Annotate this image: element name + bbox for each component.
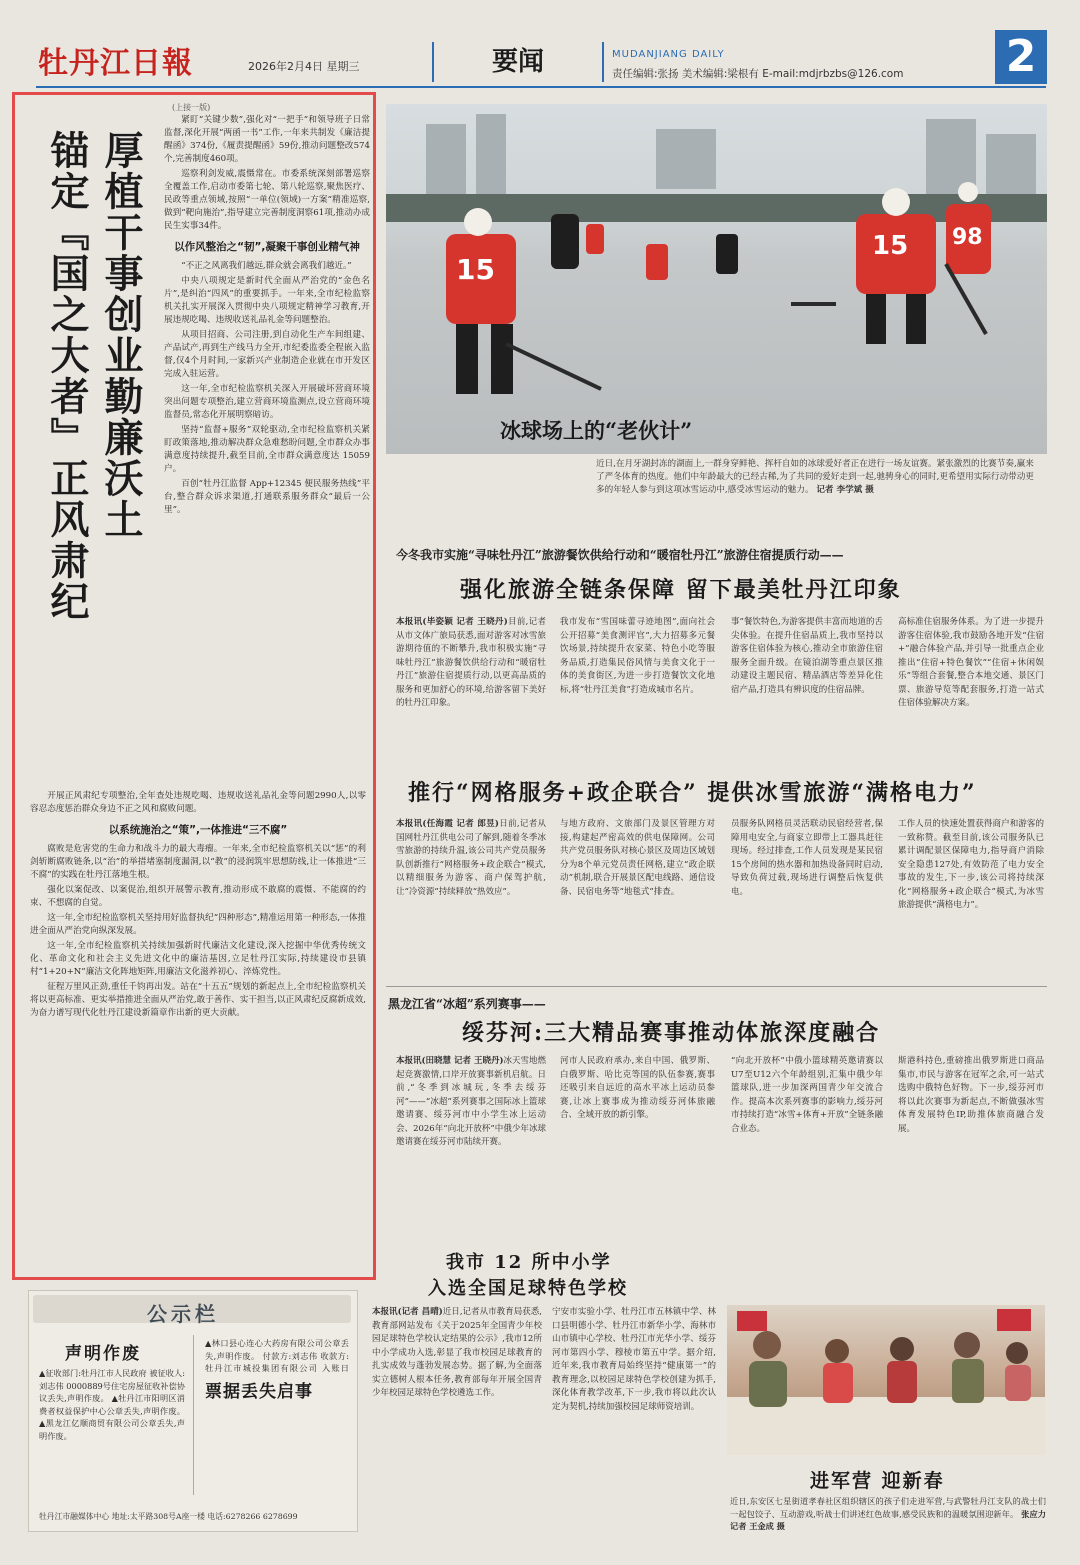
hockey-col-1 xyxy=(396,1055,546,1235)
hockey-col-2: 河市人民政府承办,来自中国、俄罗斯、白俄罗斯、哈比克等国的队伍参赛,赛事还吸引来自远近的高水平冰上运动员参赛,让冰上赛事成为推动绥芬河体旅融合、全域开放的新引擎。 xyxy=(560,1056,715,1120)
tourism-col-2: 我市发布“雪国味蕾寻迹地图”,面向社会公开招募“美食测评官”,大力招募多元餐饮场景,持续提升农家菜、特色小吃等服务品质,打造集民俗风情与美食文化于一体的美食街区,为进一步打造餐饮文化地标,将“牡丹江美食”打造成城市名片。 xyxy=(560,617,715,695)
kids-photo-credit: 张应力 记者 王金成 摄 xyxy=(730,1508,1046,1531)
notice-items-void: ▲征收部门:牡丹江市人民政府 被征收人:刘志伟 0000889号住宅房屋征收补偿协议丢失,声明作废。 ▲牡丹江市阳明区消费者权益保护中心公章丢失,声明作废。 ▲黑龙江亿顺商贸有限公司公章丢失,声明作废。 xyxy=(39,1368,185,1441)
ice-hockey-photo xyxy=(386,104,1047,454)
hockey-kicker: 黑龙江省“冰超”系列赛事—— xyxy=(388,997,546,1011)
kids-photo-title: 进军营 迎新春 xyxy=(810,1470,945,1492)
tourism-col-4: 高标准住宿服务体系。为了进一步提升游客住宿体验,我市鼓励各地开发“住宿+”融合体验产品,并引导一批重点企业推出“住宿+特色餐饮”“住宿+休闲娱乐”等组合套餐,整合本地交通、景区门票、旅游导览等配套服务,打造一站式住宿体验解决方案。 xyxy=(898,617,1044,708)
grid-col-2: 与地方政府、文旅部门及景区管理方对接,构建起严密高效的供电保障网。公司共产党员服务队对核心景区及周边区域划分为8个单元党员责任网格,建立“政企联动”机制,联合开展景区配电线路、通信设备、民宿电务等“地毯式”排查。 xyxy=(560,819,715,897)
school-col-2: 宁安市实验小学、牡丹江市五林镇中学、林口县明德小学、牡丹江市新华小学、海林市山市镇中心学校、牡丹江市光华小学、绥芬河市第四小学、穆棱市第五中学。据介绍,近年来,我市教育局始终坚持“健康第一”的教育理念,以校园足球特色学校创建为抓手,深化体育教学改革,下一步,我市将以此次认定为契机,持续加强校园足球师资培训。 xyxy=(552,1307,716,1412)
continued-note: (上接一版) xyxy=(172,103,211,112)
school-headline-1: 我市 12 所中小学 xyxy=(446,1252,612,1273)
photo-credit: 记者 李学斌 摄 xyxy=(816,485,874,495)
tourism-kicker: 今冬我市实施“寻味牡丹江”旅游餐饮供给行动和“暖宿牡丹江”旅游住宿提质行动—— xyxy=(396,548,844,562)
notice-title: 公示栏 xyxy=(147,1302,219,1326)
school-col-1-text: 近日,记者从市教育局获悉,教育部网站发布《关于2025年全国青少年校园足球特色学校认定结果的公示》,我市12所中小学成功入选,彰显了我市校园足球教育的扎实成效与蓬勃发展态势。据了解,为全面落实立德树人根本任务,教育部每年开展全国青少年校园足球特色学校遴选工作。 xyxy=(372,1307,542,1398)
lead-paragraph: 这一年,全市纪检监察机关深入开展破坏营商环境突出问题专项整治,建立营商环境监测点,设立营商环境监督员,常态化开展明察暗访。 xyxy=(164,384,370,420)
kids-photo-caption xyxy=(730,1495,1046,1559)
article-divider xyxy=(386,986,1047,987)
kids-caption-text: 近日,东安区七星街道孝春社区组织辖区的孩子们走进军营,与武警牡丹江支队的战士们一起包饺子、互动游戏,听战士们讲述红色故事,感受民族和的温暖氛围迎新年。 xyxy=(730,1496,1046,1519)
tourism-byline: 本报讯(毕姿颖 记者 王晓丹) xyxy=(396,617,508,627)
lead-paragraph: 巡察利剑发威,震慑常在。市委系统深刻部署巡察全覆盖工作,启动市委第七轮、第八轮巡察,聚焦医疗、民政等重点领域,按照“一单位(领域)一方案”精准巡察,做到“靶向施治”,指导建立完善制度洞察61项,推动办成民生实事34件。 xyxy=(164,169,370,231)
hockey-col-3: “向北开放杯”中俄小篮球精英邀请赛以U7至U12六个年龄组别,汇集中俄少年篮球队,进一步加深两国青少年交流合作。提高本次系列赛事的影响力,绥芬河市持续打造“冰雪+体育+开放”全链条融合业态。 xyxy=(731,1056,883,1134)
lead-paragraph: 这一年,全市纪检监察机关持续加强新时代廉洁文化建设,深入挖掘中华优秀传统文化、革命文化和社会主义先进文化中的廉洁基因,立足牡丹江实际,持续建设市县镇村“1+20+N”廉洁文化阵地矩阵,用廉洁文化滋养初心、淬炼党性。 xyxy=(30,941,366,977)
headline-sub: 锚定『国之大者』正风肃纪 xyxy=(44,130,90,622)
tourism-col-1-text: 目前,记者从市文体广旅局获悉,面对游客对冰雪旅游期待值的不断攀升,我市积极实施“寻味牡丹江”旅游餐饮供给行动和“暖宿牡丹江”旅游住宿提质行动,以更高品质的服务和更加舒心的环境,给游客留下美好的牡丹江印象。 xyxy=(396,617,546,708)
lead-column-bottom xyxy=(30,790,366,1270)
lead-paragraph: 开展正风肃纪专项整治,全年查处违规吃喝、违规收送礼品礼金等问题2990人,以零容忍态度惩治群众身边不正之风和腐败问题。 xyxy=(30,791,366,814)
headline-main: 厚植干事创业勤廉沃土 xyxy=(98,130,144,540)
lead-paragraph: 腐败是危害党的生命力和战斗力的最大毒瘤。一年来,全市纪检监察机关以“惩”的利剑斩断腐败链条,以“治”的举措堵塞制度漏洞,以“教”的浸润筑牢思想防线,让一体推进“三不腐”的实践在牡丹江落地生根。 xyxy=(30,844,366,880)
lead-paragraph: 从项目招商、公司注册,到自动化生产车间组建、产品试产,再到生产线马力全开,市纪委监委全程嵌入监督,仅4个月时间,一家新兴产业制造企业就在市开发区完成入驻运营。 xyxy=(164,330,370,379)
notice-board xyxy=(28,1290,358,1532)
notice-items-lost: ▲林口县心连心大药房有限公司公章丢失,声明作废。 付款方:刘志伟 收款方:牡丹江市城投集团有限公司 入账日 xyxy=(205,1338,349,1373)
notice-heading-void: 声明作废 xyxy=(65,1344,141,1364)
notice-vertical-rule xyxy=(193,1335,194,1495)
notice-heading-lost: 票据丢失启事 xyxy=(205,1382,313,1402)
grid-headline: 推行“网格服务+政企联合” 提供冰雪旅游“满格电力” xyxy=(408,780,977,806)
photo-caption-text xyxy=(596,458,1042,497)
photo-caption-title: 冰球场上的“老伙计” xyxy=(500,418,693,443)
lead-paragraph: 紧盯“关键少数”,强化对“一把手”和领导班子日常监督,深化开展“两函一书”工作,一年来共制发《廉洁提醒函》374份,《履责提醒函》59份,推动问题整改574个,完善制度460项。 xyxy=(164,115,370,164)
jersey-number: 98 xyxy=(952,225,983,250)
hockey-players-illustration xyxy=(386,104,1047,454)
school-headline-2: 入选全国足球特色学校 xyxy=(428,1278,628,1299)
grid-col-1-text: 日前,记者从国网牡丹江供电公司了解到,随着冬季冰雪旅游的持续升温,该公司共产党员服务队创新推行“网格服务+政企联合”模式,以精细服务为游客、商户保驾护航,让“冷资源”持续释放“热效应”。 xyxy=(396,819,546,897)
lead-paragraph: 强化以案促改、以案促治,组织开展警示教育,推动形成不敢腐的震慑、不能腐的约束、不想腐的自觉。 xyxy=(30,885,366,908)
lead-paragraph: 这一年,全市纪检监察机关坚持用好监督执纪“四种形态”,精准运用第一种形态,一体推进全面从严治党向纵深发展。 xyxy=(30,913,366,936)
lead-paragraph: 百创“牡丹江监督 App+12345 便民服务热线”平台,整合群众诉求渠道,打通联系服务群众“最后一公里”。 xyxy=(164,479,370,515)
lead-paragraph: 坚持“监督+服务”双轮驱动,全市纪检监察机关紧盯政策落地,推动解决群众急难愁盼问题,全市群众办事满意度持续提升,截至目前,全市群众满意度达 15059户。 xyxy=(164,425,370,474)
photo-caption-body: 近日,在月牙湖封冻的湖面上,一群身穿鲜艳、挥杆自如的冰球爱好者正在进行一场友谊赛。紧张激烈的比赛节奏,赢来了严冬体育的热度。他们中年龄最大的已经古稀,为了共同的爱好走到一起,驰骋身心的同时,更希望用实际行动带动更多的年轻人参与到这项冰雪运动中,感受冰雪运动的魅力。 xyxy=(596,459,1034,495)
editor-credits: 责任编辑:张扬 美术编辑:梁根有 E-mail:mdjrbzbs@126.com xyxy=(612,68,904,80)
lead-subhead: 以系统施治之“策”,一体推进“三不腐” xyxy=(108,824,288,836)
hockey-col-1-text: 冰天雪地燃起竞赛激情,口岸开放赛事新机启航。日前,“冬季到冰城玩,冬季去绥芬河”——“冰超”系列赛事之国际冰上篮球邀请赛、绥芬河市中小学生冰上运动会、2026年“向北开放杯”中俄少年冰球邀请赛在绥芬河市陆续开赛。 xyxy=(396,1056,546,1147)
lead-paragraph: “不正之风离我们越远,群众就会离我们越近。” xyxy=(181,261,352,271)
section-title: 要闻 xyxy=(432,42,604,82)
lead-article xyxy=(22,100,372,1275)
military-camp-photo xyxy=(727,1305,1045,1455)
school-byline: 本报讯(记者 昌晴) xyxy=(372,1307,443,1317)
grid-byline: 本报讯(任海霞 记者 郎昱) xyxy=(396,819,499,829)
hockey-byline: 本报讯(田晓慧 记者 王晓丹) xyxy=(396,1056,504,1066)
hockey-col-4: 斯港科持色,重磅推出俄罗斯进口商品集市,市民与游客在冠军之余,可一站式选购中俄特色好物。下一步,绥芬河市将以此次赛事为新起点,不断做强冰雪体育发展特色IP,助推体旅商融合发展。 xyxy=(898,1056,1044,1134)
tourism-col-3: 事”餐饮特色,为游客提供丰富而地道的舌尖体验。在提升住宿品质上,我市坚持以游客住宿体验为核心,推动全市旅游住宿服务全面升级。在镜泊湖等重点景区推动建设主题民宿、精品酒店等差异化住宿产品,打造具有辨识度的住宿品牌。 xyxy=(731,617,883,695)
school-col-1 xyxy=(372,1306,542,1558)
lead-paragraph: 中央八项规定是新时代全面从严治党的“金色名片”,是纠治“四风”的重要抓手。一年来,全市纪检监察机关扎实开展深入贯彻中央八项规定精神学习教育,开展违规吃喝、违规收送礼品礼金等问题整治。 xyxy=(164,276,370,325)
lead-paragraph: 征程万里风正劲,重任千钧再出发。站在“十五五”规划的新起点上,全市纪检监察机关将以更高标准、更实举措推进全面从严治党,敢于善作、实干担当,以正风肃纪反腐新成效,为奋力谱写现代化牡丹江建设新篇章作出新的更大贡献。 xyxy=(30,982,366,1018)
tourism-col-1 xyxy=(396,616,546,766)
newspaper-name: 牡丹江日報 xyxy=(38,46,193,81)
grid-col-4: 工作人员的快速处置获得商户和游客的一致称赞。截至目前,该公司服务队已累计调配景区保障电力,指导商户消除安全隐患127处,有效防范了电力安全事故的发生,下一步,该公司将持续深化“网格服务+政企联合”模式,为冰雪旅游提供“满格电力”。 xyxy=(898,819,1044,910)
lead-subhead: 以作风整治之“韧”,凝聚干事创业精气神 xyxy=(174,241,360,253)
jersey-number: 15 xyxy=(456,253,495,286)
tourism-headline: 强化旅游全链条保障 留下最美牡丹江印象 xyxy=(460,577,902,603)
hockey-headline: 绥芬河:三大精品赛事推动体旅深度融合 xyxy=(462,1020,881,1046)
grid-col-3: 员服务队网格员灵活联动民宿经营者,保障用电安全,与商家立即带上工器具赶往现场。经过排查,工作人员发现是某民宿15个房间的热水器和加热设备同时启动,导致负荷过载,现场进行调整后恢复供电。 xyxy=(731,819,883,897)
grid-col-1 xyxy=(396,818,546,968)
header-divider xyxy=(36,86,1046,88)
issue-date: 2026年2月4日 星期三 xyxy=(248,60,360,73)
jersey-number: 15 xyxy=(872,231,909,261)
lead-column-right xyxy=(164,114,370,739)
page-number: 2 xyxy=(995,30,1047,84)
notice-footer: 牡丹江市融媒体中心 地址:太平路308号A座一楼 电话:6278266 6278699 xyxy=(39,1512,298,1521)
english-name: MUDANJIANG DAILY xyxy=(612,49,725,60)
dumpling-making-illustration xyxy=(727,1305,1045,1455)
